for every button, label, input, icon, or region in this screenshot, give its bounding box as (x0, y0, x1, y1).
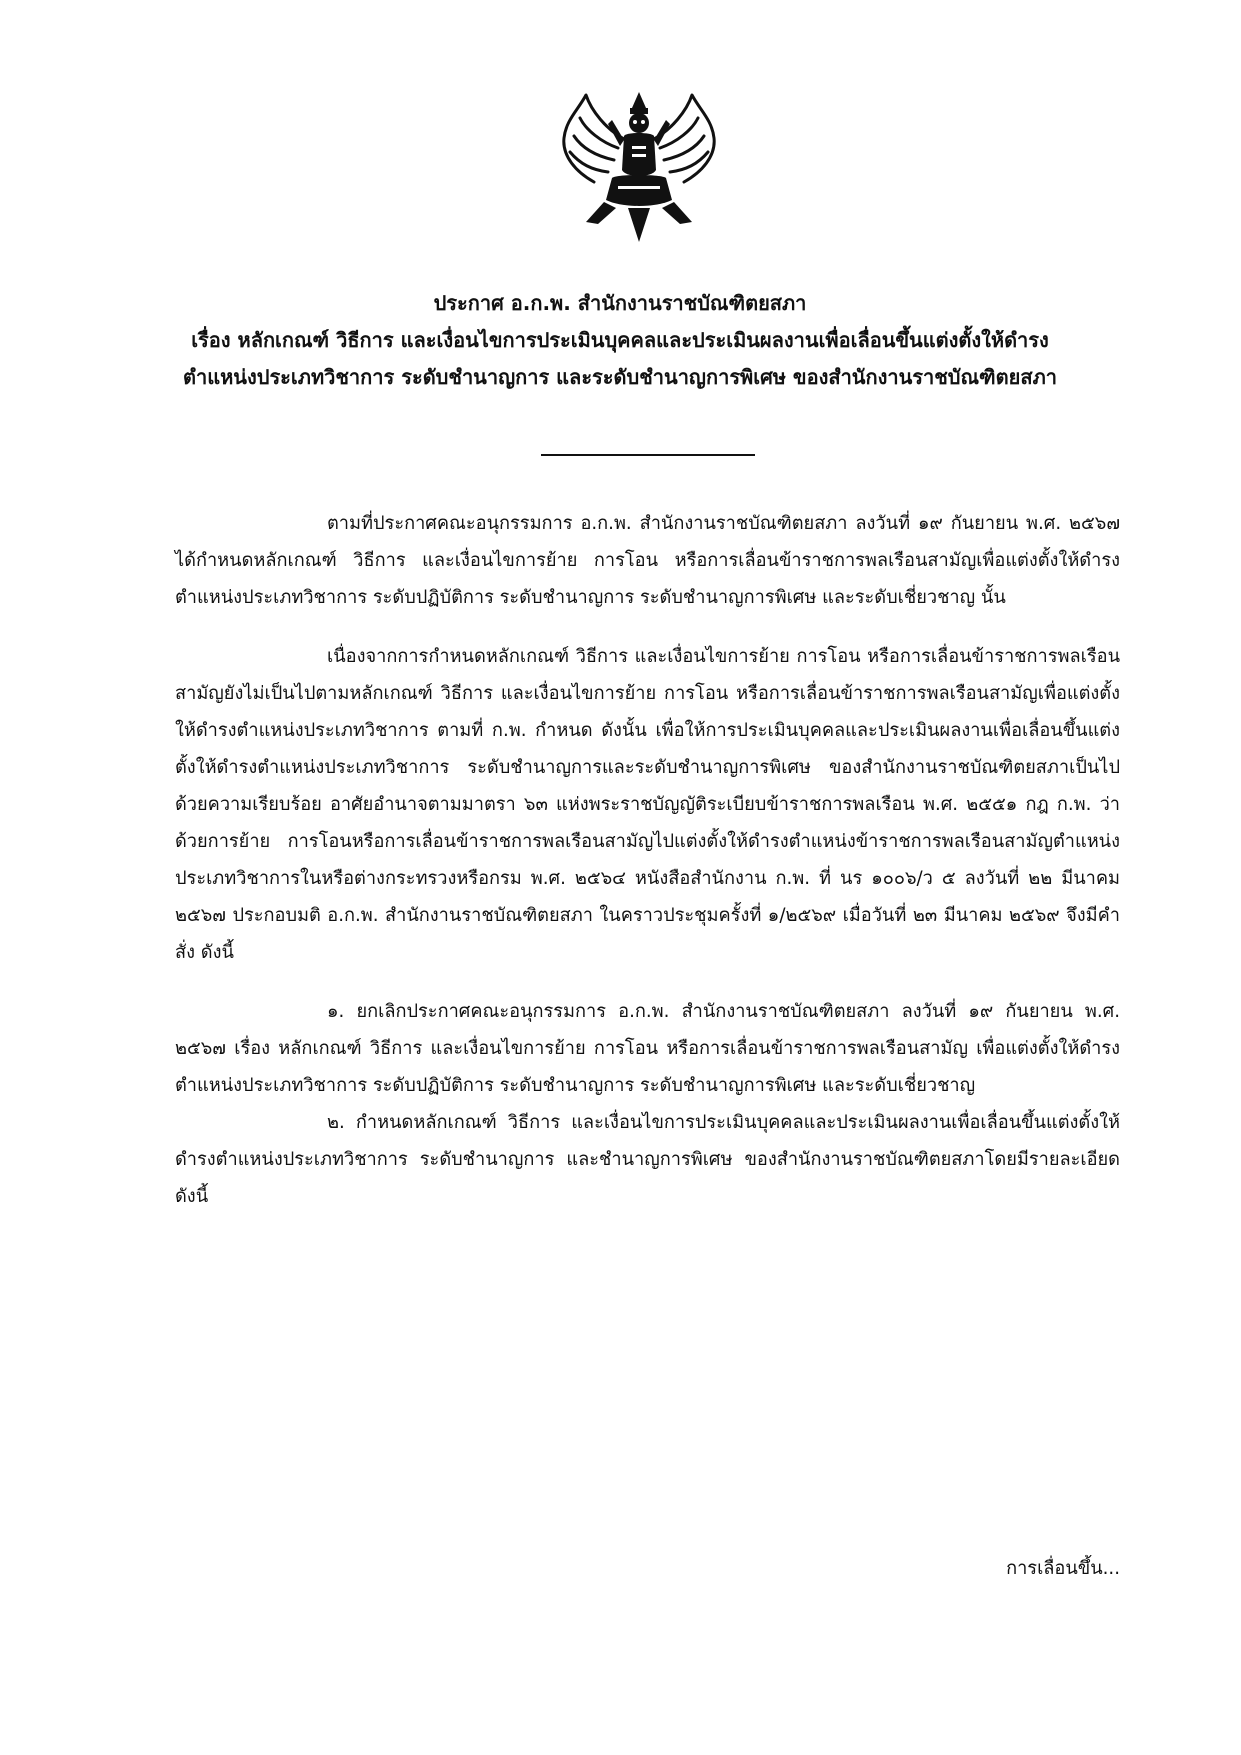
continuation-note: การเลื่อนขึ้น... (1006, 1558, 1120, 1579)
paragraph-reason: เนื่องจากการกำหนดหลักเกณฑ์ วิธีการ และเงื่อนไขการย้าย การโอน หรือการเลื่อนข้าราชการพลเรือนสามัญยังไม่เป็นไปตามหลักเกณฑ์ วิธีการ และเงื่อนไขการย้าย การโอน หรือการเลื่อนข้าราชการพลเรือนสามัญเพื่อแต่งตั้ง ให้ดำรงตำแหน่งประเภทวิชาการ ตามที่ ก.พ. กำหนด ดังนั้น เพื่อให้การประเมินบุคคลและประเมินผลงานเพื่อเลื่อนขึ้นแต่งตั้งให้ดำรงตำแหน่งประเภทวิชาการ ระดับชำนาญการและระดับชำนาญการพิเศษ ของสำนักงานราชบัณฑิตยสภาเป็นไปด้วยความเรียบร้อย อาศัยอำนาจตามมาตรา ๖๓ แห่งพระราชบัญญัติระเบียบข้าราชการพลเรือน พ.ศ. ๒๕๕๑ กฎ ก.พ. ว่าด้วยการย้าย การโอนหรือการเลื่อนข้าราชการพลเรือนสามัญไปแต่งตั้งให้ดำรงตำแหน่งข้าราชการพลเรือนสามัญตำแหน่งประเภทวิชาการในหรือต่างกระทรวงหรือกรม พ.ศ. ๒๕๖๔ หนังสือสำนักงาน ก.พ. ที่ นร ๑๐๐๖/ว ๕ ลงวันที่ ๒๒ มีนาคม ๒๕๖๗ ประกอบมติ อ.ก.พ. สำนักงานราชบัณฑิตยสภา ในคราวประชุมครั้งที่ ๑/๒๕๖๙ เมื่อวันที่ ๒๓ มีนาคม ๒๕๖๙ จึงมีคำสั่ง ดังนี้ (175, 646, 1120, 963)
clause-2: ๒. กำหนดหลักเกณฑ์ วิธีการ และเงื่อนไขการประเมินบุคคลและประเมินผลงานเพื่อเลื่อนขึ้นแต่งตั้งให้ดำรงตำแหน่งประเภทวิชาการ ระดับชำนาญการ และชำนาญการพิเศษ ของสำนักงานราชบัณฑิตยสภาโดยมีรายละเอียด ดังนี้ (175, 1112, 1120, 1207)
announcement-title (120, 285, 1120, 396)
title-divider (541, 454, 755, 456)
title-line-2: เรื่อง หลักเกณฑ์ วิธีการ และเงื่อนไขการประเมินบุคคลและประเมินผลงานเพื่อเลื่อนขึ้นแต่งตั้งให้ดำรง (191, 328, 1049, 352)
title-line-1: ประกาศ อ.ก.พ. สำนักงานราชบัณฑิตยสภา (433, 291, 807, 315)
garuda-emblem-icon (556, 90, 722, 244)
announcement-body (175, 505, 1120, 1215)
title-line-3: ตำแหน่งประเภทวิชาการ ระดับชำนาญการ และระดับชำนาญการพิเศษ ของสำนักงานราชบัณฑิตยสภา (183, 365, 1057, 389)
clause-1: ๑. ยกเลิกประกาศคณะอนุกรรมการ อ.ก.พ. สำนักงานราชบัณฑิตยสภา ลงวันที่ ๑๙ กันยายน พ.ศ. ๒๕๖๗ เรื่อง หลักเกณฑ์ วิธีการ และเงื่อนไขการย้าย การโอน หรือการเลื่อนข้าราชการพลเรือนสามัญ เพื่อแต่งตั้งให้ดำรงตำแหน่งประเภทวิชาการ ระดับปฏิบัติการ ระดับชำนาญการ ระดับชำนาญการพิเศษ และระดับเชี่ยวชาญ (175, 1001, 1120, 1096)
paragraph-preamble: ตามที่ประกาศคณะอนุกรรมการ อ.ก.พ. สำนักงานราชบัณฑิตยสภา ลงวันที่ ๑๙ กันยายน พ.ศ. ๒๕๖๗ ได้กำหนดหลักเกณฑ์ วิธีการ และเงื่อนไขการย้าย การโอน หรือการเลื่อนข้าราชการพลเรือนสามัญเพื่อแต่งตั้งให้ดำรงตำแหน่งประเภทวิชาการ ระดับปฏิบัติการ ระดับชำนาญการ ระดับชำนาญการพิเศษ และระดับเชี่ยวชาญ นั้น (175, 513, 1120, 608)
